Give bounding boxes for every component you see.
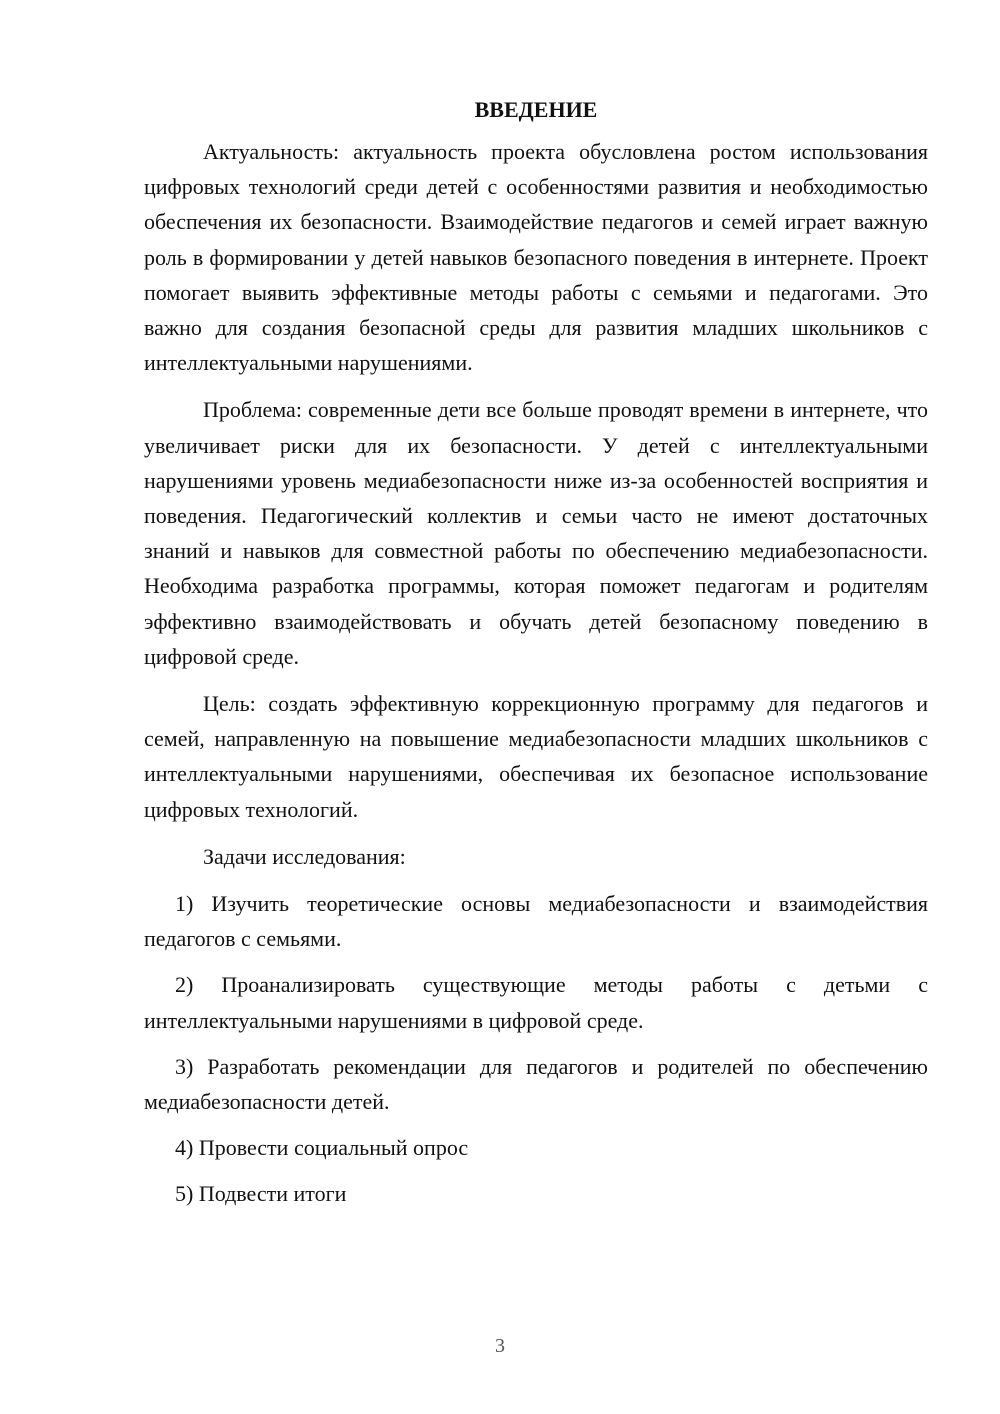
section-title: ВВЕДЕНИЕ: [474, 97, 598, 122]
task-item-3: 3) Разработать рекомендации для педагогов и родителей по обеспечению медиабезопасности детей.: [144, 1053, 928, 1115]
paragraph-problem: Проблема: современные дети все больше проводят времени в интернете, что увеличивает риски для их безопасности. У детей с интеллектуальными нарушениями уровень медиабезопасности ниже из-за особенностей восприятия и поведения. Педагогический коллектив и семьи часто не имеют достаточных знаний и навыков для совместной работы по обеспечению медиабезопасности. Необходима разработка программы, которая поможет педагогам и родителям эффективно взаимодействовать и обучать детей безопасному поведению в цифровой среде.: [144, 397, 928, 669]
task-item-4: 4) Провести социальный опрос: [175, 1135, 469, 1161]
page-number: 3: [495, 1335, 505, 1357]
task-item-5: 5) Подвести итоги: [175, 1181, 347, 1207]
task-item-2: 2) Проанализировать существующие методы работы с детьми с интеллектуальными нарушениями в цифровой среде.: [144, 972, 928, 1033]
task-item-1: 1) Изучить теоретические основы медиабезопасности и взаимодействия педагогов с семьями.: [144, 891, 928, 952]
paragraph-tasks-heading: Задачи исследования:: [203, 843, 406, 869]
paragraph-goal: Цель: создать эффективную коррекционную программу для педагогов и семей, направленную на повышение медиабезопасности младших школьников с интеллектуальными нарушениями, обеспечивая их безопасное использование цифровых технологий.: [144, 691, 928, 822]
paragraph-relevance: Актуальность: актуальность проекта обусловлена ростом использования цифровых технологий среди детей с особенностями развития и необходимостью обеспечения их безопасности. Взаимодействие педагогов и семей играет важную роль в формировании у детей навыков безопасного поведения в интернете. Проект помогает выявить эффективные методы работы с семьями и педагогами. Это важно для создания безопасной среды для развития младших школьников с интеллектуальными нарушениями.: [144, 139, 928, 376]
